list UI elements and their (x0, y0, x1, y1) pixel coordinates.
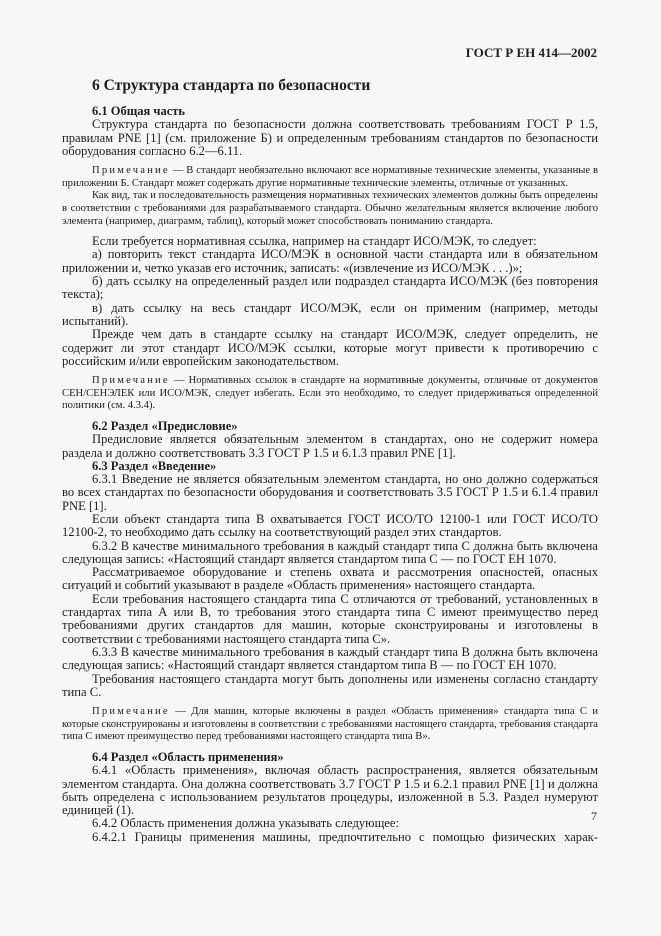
document-body (62, 105, 598, 844)
document-header: ГОСТ Р ЕН 414—2002 (465, 45, 597, 60)
paragraph: 6.3.2 В качестве минимального требования в каждый стандарт типа С должна быть включена следующая запись: «Настоящий стандарт является стандартом типа С — по ГОСТ ЕН 1070. (62, 538, 598, 566)
subsection-heading: 6.4 Раздел «Область применения» (92, 749, 284, 764)
paragraph: в) дать ссылку на весь стандарт ИСО/МЭК, если он применим (например, методы испытаний). (62, 300, 598, 328)
note: Примечание — Нормативных ссылок в стандарте на нормативные документы, отличные от документов СЕН/СЕНЭЛЕК или ИСО/МЭК, следует избегать. Если это необходимо, то следует придерживаться определенной политики (см. 4.3.4). (62, 375, 598, 412)
paragraph: а) повторить текст стандарта ИСО/МЭК в основной части стандарта или в обязательном приложении и, четко указав его источник, записать: «(извлечение из ИСО/МЭК . . .)»; (62, 247, 598, 275)
note-label: Примечание (92, 706, 170, 718)
page-number: 7 (591, 809, 597, 823)
paragraph: Рассматриваемое оборудование и степень охвата и рассмотрения опасностей, опасных ситуаций и событий указывают в разделе «Область применения» настоящего стандарта. (62, 565, 598, 593)
note-text: Нормативных ссылок в стандарте на нормативные документы, отличные от документов СЕН/СЕНЭЛЕК или ИСО/МЭК, следует избегать. Если это необходимо, то следует придерживаться определенной политики (см. 4.3.4). (62, 375, 598, 412)
note-text: В стандарт необязательно включают все нормативные технические элементы, указанные в приложении Б. Стандарт может содержать другие нормативные технические элементы, отличные от указанных. (62, 165, 598, 189)
paragraph: 6.4.2.1 Границы применения машины, предпочтительно с помощью физических харак- (92, 829, 598, 844)
paragraph: 6.4.1 «Область применения», включая область распространения, является обязательным элементом стандарта. Она должна соответствовать 3.7 ГОСТ Р 1.5 и 6.2.1 правил PNE [1] и должна быть определена с использованием результатов процедуры, изложенной в 5.3. Раздел нумеруют единицей (1). (62, 763, 598, 818)
section-title: 6 Структура стандарта по безопасности (92, 77, 371, 94)
paragraph: Если требуется нормативная ссылка, например на стандарт ИСО/МЭК, то следует: (92, 234, 537, 249)
subsection-heading: 6.3 Раздел «Введение» (92, 458, 217, 473)
paragraph: Прежде чем дать в стандарте ссылку на стандарт ИСО/МЭК, следует определить, не содержит ли этот стандарт ИСО/МЭК ссылки, которые могут привести к противоречию с российским и/или европейским законодательством. (62, 327, 598, 368)
subsection-heading: 6.2 Раздел «Предисловие» (92, 418, 238, 433)
paragraph: Структура стандарта по безопасности должна соответствовать требованиям ГОСТ Р 1.5, правилам PNE [1] (см. приложение Б) и определенным требованиям стандартов по безопасности оборудования согласно 6.2—6.11. (62, 117, 598, 158)
paragraph: 6.3.1 Введение не является обязательным элементом стандарта, но оно должно содержаться во всех стандартах по безопасности оборудования и соответствовать 3.5 ГОСТ Р 1.5 и 6.1.4 правил PNE [1]. (62, 472, 598, 513)
paragraph: Как вид, так и последовательность размещения нормативных технических элементов должны быть определены в соответствии с требованиями для разрабатываемого стандарта. Обычно желательным является включение любого элемента (например, диаграмм, таблиц), который может способствовать пониманию стандарта. (62, 190, 598, 227)
paragraph: 6.4.2 Область применения должна указывать следующее: (92, 816, 399, 831)
subsection-heading: 6.1 Общая часть (92, 104, 186, 118)
note: Примечание — В стандарт необязательно включают все нормативные технические элементы, указанные в приложении Б. Стандарт может содержать другие нормативные технические элементы, отличные от указанных. (62, 165, 598, 189)
paragraph: б) дать ссылку на определенный раздел или подраздел стандарта ИСО/МЭК (без повторения текста); (62, 274, 598, 302)
note: Примечание — Для машин, которые включены в раздел «Область применения» стандарта типа С и которые сконструированы и изготовлены в соответствии с требованиями настоящего стандарта, требования стандарта типа С имеют преимущество перед требованиями настоящего стандарта типа В». (62, 706, 599, 743)
paragraph: Предисловие является обязательным элементом в стандартах, оно не содержит номера раздела и должно соответствовать 3.3 ГОСТ Р 1.5 и 6.1.3 правил PNE [1]. (62, 432, 598, 460)
paragraph: 6.3.3 В качестве минимального требования в каждый стандарт типа В должна быть включена следующая запись: «Настоящий стандарт является стандартом типа В — по ГОСТ ЕН 1070. (62, 644, 598, 673)
paragraph: Если требования настоящего стандарта типа С отличаются от требований, установленных в стандартах типа А или В, то требования этого стандарта типа С имеют преимущество перед требованиями других стандартов для машин, которые сконструированы и изготовлены в соответствии с требованиями настоящего стандарта типа С». (62, 591, 598, 646)
paragraph: Требования настоящего стандарта могут быть дополнены или изменены согласно стандарту типа С. (62, 671, 598, 699)
note-label: Примечание (92, 165, 170, 177)
note-label: Примечание (92, 375, 170, 387)
paragraph: Если объект стандарта типа В охватывается ГОСТ ИСО/ТО 12100-1 или ГОСТ ИСО/ТО 12100-2, то необходимо дать ссылку на соответствующий раздел этих стандартов. (62, 511, 598, 540)
note-text: Для машин, которые включены в раздел «Область применения» стандарта типа С и которые сконструированы и изготовлены в соответствии с требованиями настоящего стандарта, требования стандарта типа С имеют преимущество перед требованиями настоящего стандарта типа В». (62, 706, 599, 743)
